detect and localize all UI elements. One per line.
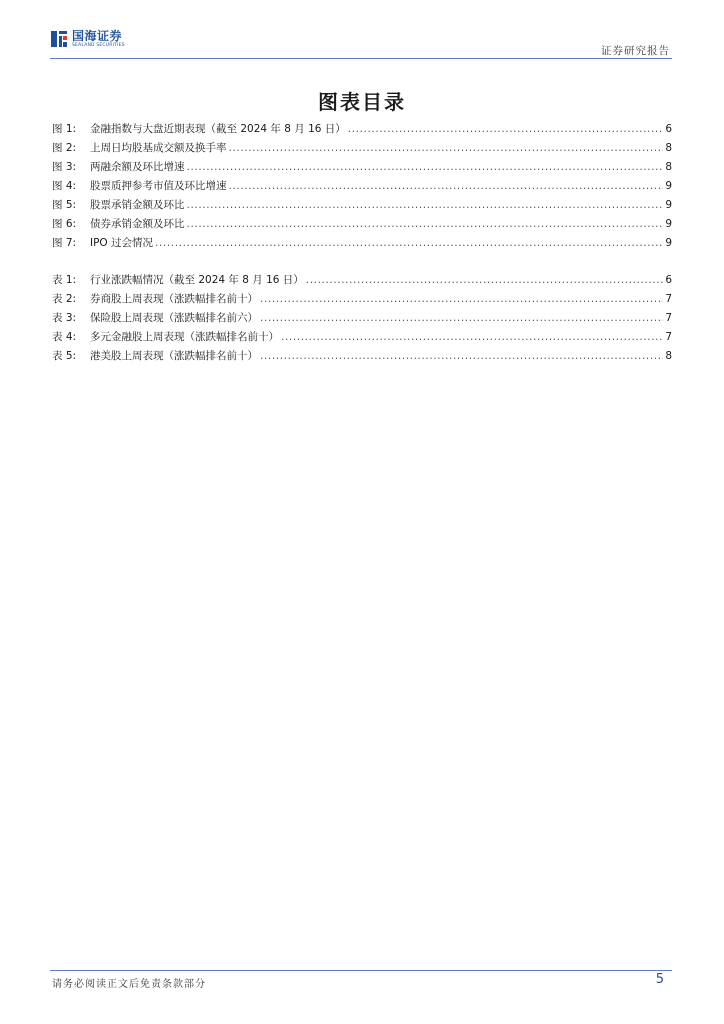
leader-dots — [260, 290, 663, 309]
footer-divider — [50, 970, 672, 971]
entry-page-number: 7 — [665, 293, 672, 305]
entry-page-number: 9 — [665, 180, 672, 192]
figure-entry[interactable] — [52, 234, 672, 253]
entry-label: 表 5: — [52, 350, 77, 362]
leader-dots — [260, 309, 663, 328]
entry-page-number: 8 — [665, 142, 672, 154]
entry-title: 股票承销金额及环比 — [90, 199, 185, 211]
logo-icon — [50, 30, 68, 48]
entry-label: 表 4: — [52, 331, 77, 343]
table-entry[interactable] — [52, 309, 672, 328]
entry-label: 图 4: — [52, 180, 77, 192]
entry-title: 股票质押参考市值及环比增速 — [90, 180, 227, 192]
leader-dots — [187, 158, 664, 177]
entry-label: 图 7: — [52, 237, 77, 249]
entry-title: 港美股上周表现（涨跌幅排名前十） — [90, 350, 258, 362]
report-type: 证券研究报告 — [601, 45, 670, 57]
header-divider — [50, 58, 672, 59]
leader-dots — [187, 196, 664, 215]
page-number: 5 — [655, 972, 664, 987]
entry-title: 多元金融股上周表现（涨跌幅排名前十） — [90, 331, 279, 343]
entry-page-number: 9 — [665, 218, 672, 230]
entry-page-number: 7 — [665, 312, 672, 324]
entry-title: 两融余额及环比增速 — [90, 161, 185, 173]
leader-dots — [306, 271, 664, 290]
figure-entry[interactable] — [52, 139, 672, 158]
entry-label: 表 3: — [52, 312, 77, 324]
figure-entry[interactable] — [52, 215, 672, 234]
company-logo — [50, 30, 125, 49]
leader-dots — [229, 139, 664, 158]
table-entry[interactable] — [52, 328, 672, 347]
entry-label: 图 5: — [52, 199, 77, 211]
entry-title: 行业涨跌幅情况（截至 2024 年 8 月 16 日） — [90, 274, 304, 286]
entry-title: 券商股上周表现（涨跌幅排名前十） — [90, 293, 258, 305]
logo-name-en: SEALAND SECURITIES — [72, 43, 125, 48]
figure-entry[interactable] — [52, 177, 672, 196]
figure-entry[interactable] — [52, 120, 672, 139]
entry-title: 上周日均股基成交额及换手率 — [90, 142, 227, 154]
entry-title: 金融指数与大盘近期表现（截至 2024 年 8 月 16 日） — [90, 123, 346, 135]
entry-label: 表 2: — [52, 293, 77, 305]
entry-title: 保险股上周表现（涨跌幅排名前六） — [90, 312, 258, 324]
leader-dots — [155, 234, 663, 253]
page-header — [50, 28, 672, 58]
leader-dots — [229, 177, 664, 196]
page-title: 图表目录 — [318, 90, 406, 114]
leader-dots — [348, 120, 664, 139]
entry-label: 图 6: — [52, 218, 77, 230]
leader-dots — [260, 347, 663, 366]
leader-dots — [281, 328, 663, 347]
figure-entry[interactable] — [52, 158, 672, 177]
entry-page-number: 7 — [665, 331, 672, 343]
logo-name-cn: 国海证券 — [72, 29, 123, 43]
entry-page-number: 9 — [665, 199, 672, 211]
table-entry[interactable] — [52, 271, 672, 290]
figure-entry[interactable] — [52, 196, 672, 215]
entry-page-number: 9 — [665, 237, 672, 249]
leader-dots — [187, 215, 664, 234]
entry-label: 图 3: — [52, 161, 77, 173]
entry-title: 债券承销金额及环比 — [90, 218, 185, 230]
entry-title: IPO 过会情况 — [90, 237, 154, 249]
entry-label: 表 1: — [52, 274, 77, 286]
entry-label: 图 1: — [52, 123, 77, 135]
entry-page-number: 8 — [665, 161, 672, 173]
entry-page-number: 8 — [665, 350, 672, 362]
table-list — [52, 271, 672, 366]
entry-label: 图 2: — [52, 142, 77, 154]
entry-page-number: 6 — [665, 274, 672, 286]
entry-page-number: 6 — [665, 123, 672, 135]
figure-list — [52, 120, 672, 253]
table-entry[interactable] — [52, 290, 672, 309]
footer-disclaimer: 请务必阅读正文后免责条款部分 — [52, 979, 206, 990]
table-entry[interactable] — [52, 347, 672, 366]
